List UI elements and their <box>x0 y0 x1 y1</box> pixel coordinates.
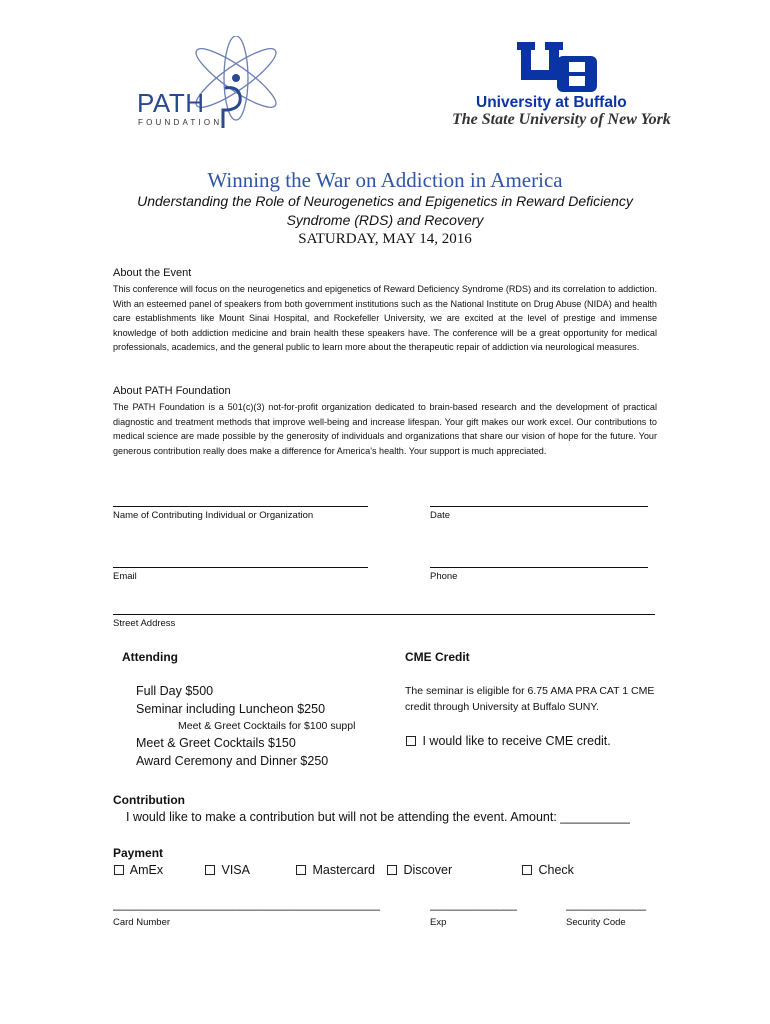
check-label: Check <box>538 863 574 877</box>
check-checkbox[interactable] <box>522 865 532 875</box>
payment-option-check[interactable] <box>522 863 574 877</box>
security-code-line[interactable]: ____________ <box>566 897 647 911</box>
mastercard-checkbox[interactable] <box>296 865 306 875</box>
about-path-text: The PATH Foundation is a 501(c)(3) not-for-profit organization dedicated to brain-based research and the development of practical diagnostic and treatment methods that improve well-being and increase lifespan. Your gift makes our work excel. Our contributions to medical science are made possible by the generosity of individuals and organizations that share our vision of hope for the future. Your generous contribution really does make a difference for America’s health. Your support is much appreciated. <box>113 402 657 456</box>
amex-label: AmEx <box>129 863 164 877</box>
exp-line[interactable]: _____________ <box>430 897 517 911</box>
date-field-line[interactable] <box>430 506 648 507</box>
discover-label: Discover <box>403 863 453 877</box>
payment-option-amex[interactable] <box>114 863 163 877</box>
mastercard-label: Mastercard <box>312 863 376 877</box>
discover-checkbox[interactable] <box>387 865 397 875</box>
event-subtitle: Understanding the Role of Neurogenetics and Epigenetics in Reward Deficiency Syndrome (RDS) and Recovery <box>137 193 633 228</box>
card-number-label: Card Number <box>113 917 171 928</box>
option-full-day[interactable]: Full Day $500 <box>136 684 214 698</box>
payment-heading: Payment <box>113 846 164 860</box>
path-logo-subtitle: FOUNDATION <box>138 118 223 127</box>
cme-checkbox-row[interactable] <box>406 734 611 748</box>
option-meet-suppl[interactable]: Meet & Greet Cocktails for $100 suppl <box>178 720 356 732</box>
ub-logo-name: University at Buffalo <box>476 94 627 111</box>
phone-field-line[interactable] <box>430 567 648 568</box>
visa-label: VISA <box>221 863 250 877</box>
ub-logo-mark <box>517 42 599 92</box>
street-field-line[interactable] <box>113 614 655 615</box>
contribution-heading: Contribution <box>113 793 185 807</box>
cme-checkbox[interactable] <box>406 736 416 746</box>
cme-checkbox-label: I would like to receive CME credit. <box>422 734 611 748</box>
option-meet-greet[interactable]: Meet & Greet Cocktails $150 <box>136 736 296 750</box>
about-path-heading: About PATH Foundation <box>113 385 231 397</box>
payment-option-discover[interactable] <box>387 863 452 877</box>
email-field-line[interactable] <box>113 567 368 568</box>
event-date: SATURDAY, MAY 14, 2016 <box>298 231 472 247</box>
email-label: Email <box>113 571 137 582</box>
name-field-line[interactable] <box>113 506 368 507</box>
phone-label: Phone <box>430 571 458 582</box>
cme-heading: CME Credit <box>405 650 470 664</box>
about-event-text: This conference will focus on the neurogenetics and epigenetics of Reward Deficiency Syndrome (RDS) and its correlation to addiction. With an esteemed panel of speakers from both government institutions such as the National Institute on Drug Abuse (NIDA) and health care establishments like Mount Sinai Hospital, and Rockefeller University, we are excited at the level of prestige and immense knowledge of both addiction medicine and brain health these speakers have. The conference will be a great opportunity for medical professionals, academics, and the general public to learn more about the therapeutic repair of addiction via neurological measures. <box>113 284 657 352</box>
option-award-dinner[interactable]: Award Ceremony and Dinner $250 <box>136 754 329 768</box>
date-label: Date <box>430 510 451 521</box>
exp-label: Exp <box>430 917 447 928</box>
security-code-label: Security Code <box>566 917 626 928</box>
option-seminar[interactable]: Seminar including Luncheon $250 <box>136 702 326 716</box>
payment-option-visa[interactable] <box>205 863 250 877</box>
about-event-heading: About the Event <box>113 267 192 279</box>
event-title: Winning the War on Addiction in America <box>207 168 563 192</box>
street-label: Street Address <box>113 618 176 629</box>
card-number-line[interactable]: ________________________________________ <box>113 897 380 911</box>
visa-checkbox[interactable] <box>205 865 215 875</box>
contribution-text[interactable]: I would like to make a contribution but will not be attending the event. Amount: __________ <box>126 810 630 824</box>
cme-text: The seminar is eligible for 6.75 AMA PRA CAT 1 CME credit through University at Buffalo SUNY. <box>405 685 655 713</box>
payment-option-mastercard[interactable] <box>296 863 375 877</box>
amex-checkbox[interactable] <box>114 865 124 875</box>
attending-heading: Attending <box>122 650 178 664</box>
path-logo-word: PATH <box>137 88 205 118</box>
name-label: Name of Contributing Individual or Organization <box>113 510 314 521</box>
ub-logo-subtitle: The State University of New York <box>452 111 671 128</box>
